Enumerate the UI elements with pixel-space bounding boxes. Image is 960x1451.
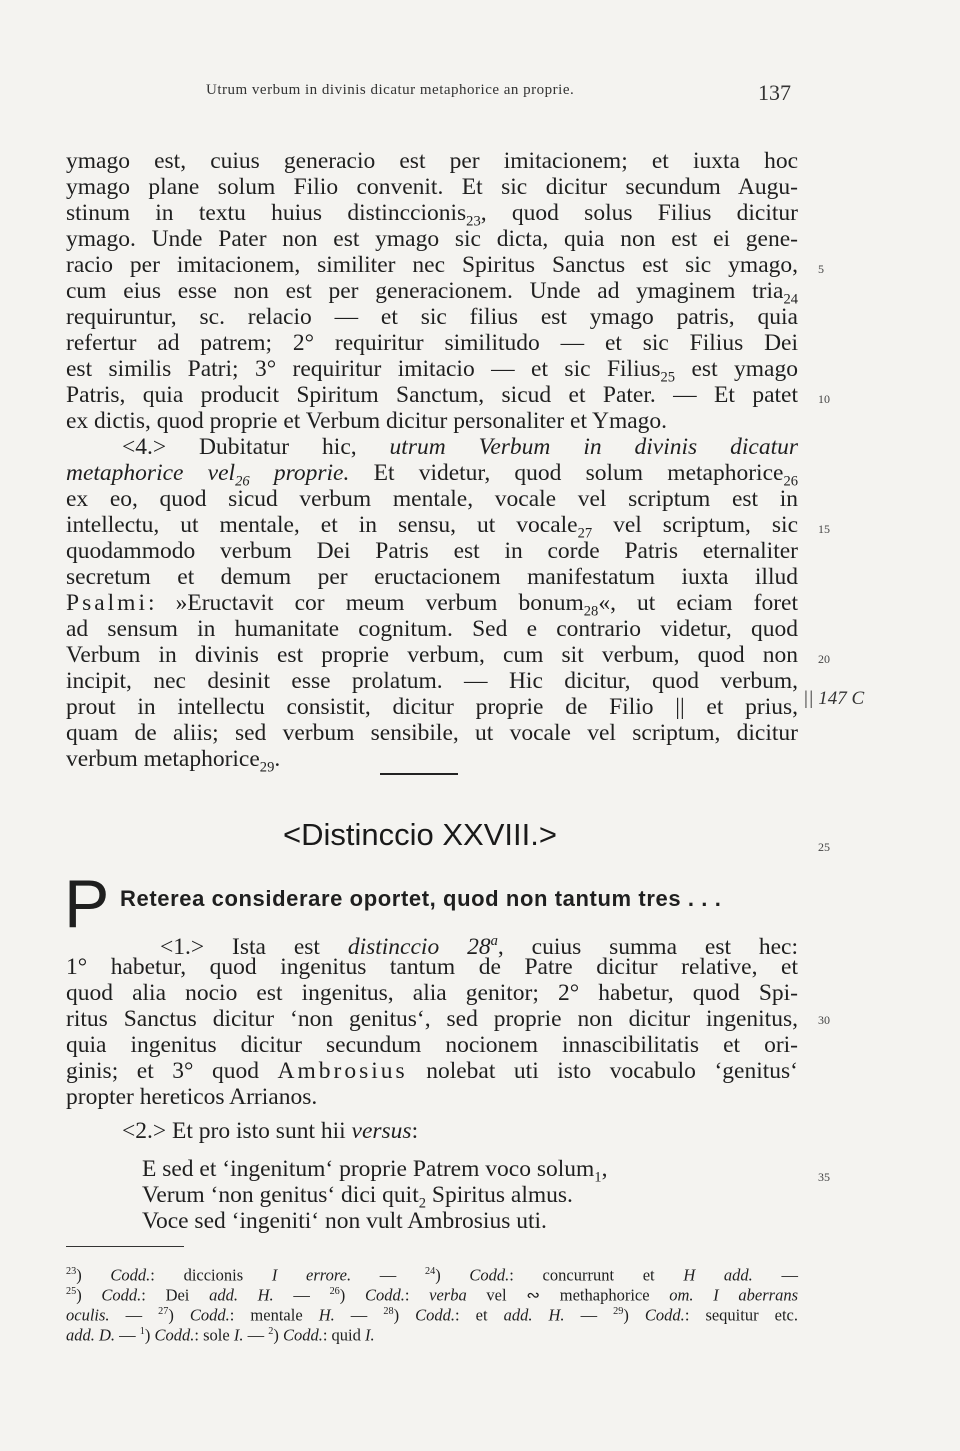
section-line: ritus Sanctus dicitur ‘non genitus‘, sed proprie non dicitur ingenitus, [66, 1006, 798, 1032]
body-line: ex eo, quod sicud verbum mentale, vocale vel scriptum est in [66, 486, 798, 512]
margin-line-number: 35 [818, 1170, 830, 1184]
margin-line-number: 10 [818, 392, 830, 406]
body-line: ad sensum in humanitate cognitum. Sed e contrario videtur, quod [66, 616, 798, 642]
body-line: Verbum in divinis est proprie verbum, cum sit verbum, quod non [66, 642, 798, 668]
footnote-line: add. D. — $^1$) Codd.: sole I. — $^2$) Codd.: quid I. [66, 1325, 375, 1345]
body-line: cum eius esse non est per generacionem. Unde ad ymaginem tria$_{24}$ [66, 278, 798, 308]
body-line: ymago est, cuius generacio est per imitacionem; et iuxta hoc [66, 148, 798, 174]
body-line: intellectu, ut mentale, et in sensu, ut vocale$_{27}$ vel scriptum, sic [66, 512, 798, 542]
footnote-line: oculis. — $^{27}$) Codd.: mentale H. — $^{28}$) Codd.: et add. H. — $^{29}$) Codd.: sequitur etc. [66, 1305, 799, 1325]
body-line: stinum in textu huius distinccionis$_{23}$, quod solus Filius dicitur [66, 200, 798, 230]
drop-cap: P [64, 866, 110, 942]
section-line: 1° habetur, quod ingenitus tantum de Patre dicitur relative, et [66, 954, 798, 980]
body-line: requiruntur, sc. relacio — et sic filius est ymago patris, quia [66, 304, 798, 330]
section-line: ginis; et 3° quod Ambrosius nolebat uti isto vocabulo ‘genitus‘ [66, 1058, 798, 1084]
body-line: prout in intellectu consistit, dicitur proprie de Filio || et prius, [66, 694, 798, 720]
running-head: Utrum verbum in divinis dicatur metaphorice an proprie. [206, 82, 575, 98]
footnote-rule [66, 1246, 184, 1247]
margin-line-number: 20 [818, 652, 830, 666]
page-number: 137 [758, 80, 791, 105]
section-line: quod alia nocio est ingenitus, alia genitor; 2° habetur, quod Spi- [66, 980, 798, 1006]
margin-reference: || 147 C [803, 688, 865, 709]
body-line: secretum et demum per eructacionem manifestatum iuxta illud [66, 564, 798, 590]
body-line: ymago plane solum Filio convenit. Et sic dicitur secundum Augu- [66, 174, 798, 200]
incipit-text: Reterea considerare oportet, quod non tantum tres . . . [120, 886, 722, 911]
section-line: <1.> Ista est distinccio 28$^a$, cuius summa est hec: [160, 933, 799, 960]
verse-line: E sed et ‘ingenitum‘ proprie Patrem voco solum$_1$, [142, 1156, 608, 1186]
body-line: Psalmi: »Eructavit cor meum verbum bonum$_{28}$«, ut eciam foret [66, 590, 798, 620]
section-heading: <Distinccio XXVIII.> [283, 817, 557, 852]
footnote-line: $^{23}$) Codd.: diccionis I errore. — $^{24}$) Codd.: concurrunt et H add. — [66, 1265, 799, 1285]
body-line: metaphorice vel$_{26}$ proprie. Et videtur, quod solum metaphorice$_{26}$ [66, 460, 798, 490]
margin-line-number: 25 [818, 840, 830, 854]
body-line: quam de aliis; sed verbum sensibile, ut vocale vel scriptum, dicitur [66, 720, 798, 746]
section-line: <2.> Et pro isto sunt hii versus: [122, 1118, 419, 1144]
body-line: racio per imitacionem, similiter nec Spiritus Sanctus est sic ymago, [66, 252, 798, 278]
body-line: incipit, nec desinit esse prolatum. — Hic dicitur, quod verbum, [66, 668, 798, 694]
body-line: verbum metaphorice$_{29}$. [66, 746, 281, 776]
body-line: est similis Patri; 3° requiritur imitacio — et sic Filius$_{25}$ est ymago [66, 356, 798, 386]
body-line: ex dictis, quod proprie et Verbum dicitur personaliter et Ymago. [66, 408, 668, 434]
section-line: propter hereticos Arrianos. [66, 1084, 318, 1110]
body-line: <4.> Dubitatur hic, utrum Verbum in divinis dicatur [122, 434, 798, 460]
body-line: Patris, quia producit Spiritum Sanctum, sicud et Pater. — Et patet [66, 382, 798, 408]
verse-line: Verum ‘non genitus‘ dici quit$_2$ Spiritus almus. [142, 1182, 573, 1212]
margin-line-number: 15 [818, 522, 830, 536]
section-line: quia ingenitus dicitur secundum nocionem innascibilitatis et ori- [66, 1032, 798, 1058]
footnote-line: $^{25}$) Codd.: Dei add. H. — $^{26}$) Codd.: verba vel ∾ methaphorice om. I aberrans [66, 1285, 798, 1305]
margin-line-number: 5 [818, 262, 824, 276]
body-line: refertur ad patrem; 2° requiritur similitudo — et sic Filius Dei [66, 330, 798, 356]
section-divider [380, 773, 458, 775]
verse-line: Voce sed ‘ingeniti‘ non vult Ambrosius uti. [142, 1208, 547, 1234]
body-line: ymago. Unde Pater non est ymago sic dicta, quia non est ei gene- [66, 226, 798, 252]
body-line: quodammodo verbum Dei Patris est in corde Patris eternaliter [66, 538, 798, 564]
margin-line-number: 30 [818, 1013, 830, 1027]
